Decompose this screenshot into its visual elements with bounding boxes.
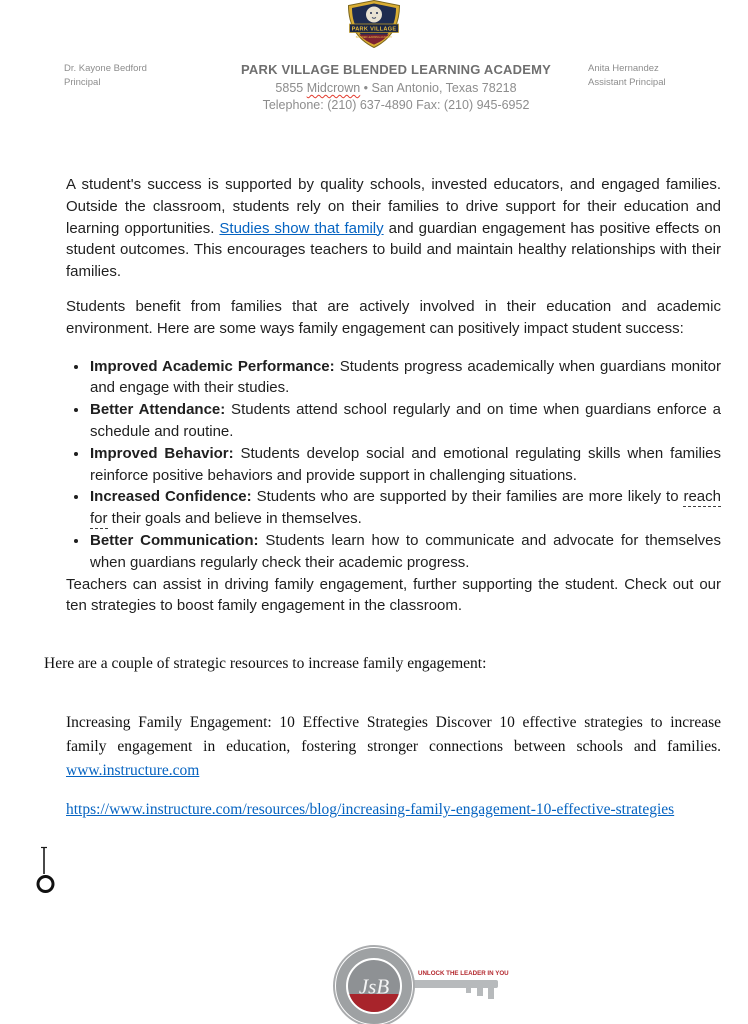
letter-body [0, 174, 748, 819]
jsb-monogram: JsB [358, 974, 390, 999]
school-info-block [204, 62, 588, 112]
resource-url-line [66, 801, 721, 819]
bullet-text: Students progress academically when guardians monitor and engage with their studies. [90, 357, 721, 397]
resources-intro-line: Here are a couple of strategic resources to increase family engagement: [44, 655, 487, 673]
bullet-text: Students attend school regularly and on time when guardians enforce a schedule and routine. [90, 401, 721, 440]
jsb-key-logo [316, 944, 516, 1024]
bullet-improved-behavior [89, 443, 721, 487]
intro-text-after-link: and guardian engagement has positive effects on student outcomes. This encourages teachers to build and maintain healthy relationships with their families. [66, 219, 721, 281]
school-phone-fax: Telephone: (210) 637-4890 Fax: (210) 945-6952 [262, 98, 530, 112]
studies-hyperlink[interactable]: Studies show that family [219, 219, 384, 237]
bullet-better-attendance [89, 399, 721, 443]
intro-text-before-link: A student's success is supported by quality schools, invested educators, and engaged families. Outside the classroom, students rely on their families to drive support for their education and learning opportunities. [66, 176, 721, 237]
logo-tagline: UNLOCK THE LEADER IN YOU [418, 970, 509, 977]
crest-sub-text: BLENDED LEARNING ACADEMY [355, 36, 393, 40]
bullet-text: Students learn how to communicate and advocate for themselves when guardians regularly check their academic progress. [90, 531, 722, 571]
benefits-paragraph: Students benefit from families that are actively involved in their education and academic environment. Here are some ways family engagement can positively impact student success: [66, 297, 721, 337]
address-city-state: • San Antonio, Texas 78218 [360, 81, 517, 95]
bullet-increased-confidence [89, 486, 721, 530]
bullet-label: Improved Behavior: [90, 444, 234, 462]
bullet-label: Better Communication: [90, 531, 259, 549]
bullet-text: Students who are supported by their families are more likely to [251, 488, 684, 506]
school-name: PARK VILLAGE BLENDED LEARNING ACADEMY [240, 62, 552, 77]
bullet-label: Better Attendance: [90, 401, 226, 419]
address-number: 5855 [275, 81, 307, 95]
resource-description-paragraph [66, 711, 721, 783]
benefits-list [66, 356, 721, 574]
school-crest-logo [346, 0, 402, 53]
bullet-label: Increased Confidence: [90, 488, 252, 506]
grammar-marked-phrase: reach for [90, 488, 721, 528]
bullet-better-communication [89, 530, 721, 574]
assistant-principal-block [588, 62, 700, 90]
principal-name: Dr. Kayone Bedford [64, 63, 147, 74]
assistant-principal-name: Anita Hernandez [588, 63, 659, 74]
strategies-article-link[interactable]: https://www.instructure.com/resources/blog/increasing-family-engagement-10-effective-strategies [66, 801, 675, 819]
crest-banner-text: PARK VILLAGE [351, 26, 397, 33]
bullet-text-after: their goals and believe in themselves. [107, 510, 362, 528]
principal-block [64, 62, 204, 90]
instructure-site-link[interactable]: www.instructure.com [66, 762, 200, 780]
principal-title: Principal [64, 76, 101, 88]
resource-description-text: Increasing Family Engagement: 10 Effective Strategies Discover 10 effective strategies to increase family engagement in education, fostering stronger connections between schools and families. [66, 714, 721, 756]
school-address [204, 81, 588, 95]
address-street-spellcheck: Midcrown [306, 81, 361, 95]
assistant-principal-title: Assistant Principal [588, 76, 666, 88]
intro-paragraph [66, 174, 721, 283]
bullet-label: Improved Academic Performance: [90, 357, 335, 375]
handwritten-circle-mark [36, 845, 62, 902]
bullet-improved-academic-performance [89, 356, 721, 400]
bullet-text: Students develop social and emotional regulating skills when families reinforce positive behaviors and provide support in challenging situations. [90, 444, 721, 484]
teachers-assist-paragraph: Teachers can assist in driving family engagement, further supporting the student. Check out our ten strategies to boost family engagement in the classroom. [66, 575, 721, 615]
